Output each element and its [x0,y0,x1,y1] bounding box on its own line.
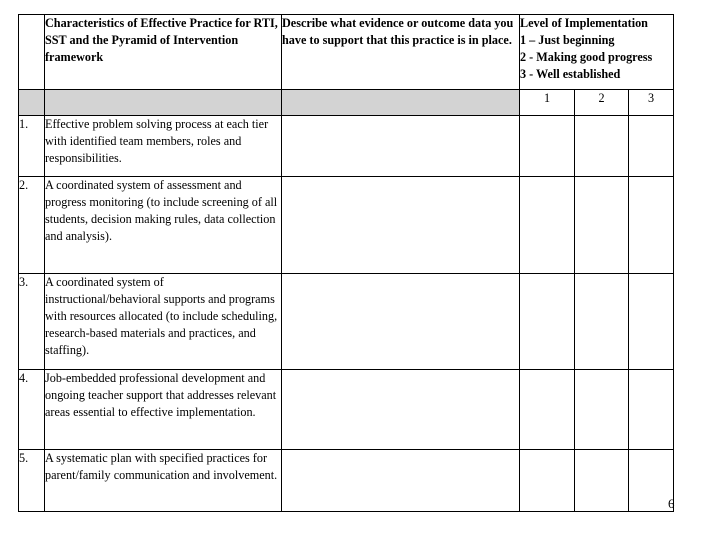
level-column-header [520,15,674,90]
table-row [19,177,674,274]
implementation-table [18,14,674,512]
table-row [19,370,674,450]
rating-2-cell[interactable] [575,274,629,370]
rating-2-cell[interactable] [575,116,629,177]
rating-1-cell[interactable] [520,116,575,177]
header-row [19,15,674,90]
table-row [19,116,674,177]
table-row [19,274,674,370]
subheader-row [19,90,674,116]
row-number: 4. [19,370,45,450]
practice-text: A systematic plan with specified practices for parent/family communication and involvement. [45,450,282,512]
rating-3-cell[interactable] [629,450,674,512]
table-row [19,450,674,512]
shaded-cell [45,90,282,116]
rating-2-header: 2 [575,90,629,116]
level-title: Level of Implementation [520,16,648,30]
page-number: 6 [668,496,675,511]
practice-text: Effective problem solving process at each tier with identified team members, roles and responsibilities. [45,116,282,177]
rating-2-cell[interactable] [575,177,629,274]
rating-1-cell[interactable] [520,370,575,450]
evidence-cell[interactable] [282,274,520,370]
practice-text: A coordinated system of assessment and progress monitoring (to include screening of all students, decision making rules, data collection and analysis). [45,177,282,274]
rating-2-cell[interactable] [575,370,629,450]
rating-3-cell[interactable] [629,370,674,450]
evidence-cell[interactable] [282,450,520,512]
row-number: 5. [19,450,45,512]
rating-3-header: 3 [629,90,674,116]
level-2-legend: 2 - Making good progress [520,50,653,64]
evidence-cell[interactable] [282,177,520,274]
shaded-cell [282,90,520,116]
level-3-legend: 3 - Well established [520,67,621,81]
shaded-cell [19,90,45,116]
rating-2-cell[interactable] [575,450,629,512]
rating-1-header: 1 [520,90,575,116]
rating-1-cell[interactable] [520,177,575,274]
level-1-legend: 1 – Just beginning [520,33,615,47]
rating-1-cell[interactable] [520,274,575,370]
practice-text: Job-embedded professional development and ongoing teacher support that addresses relevant areas essential to effective implementation. [45,370,282,450]
rating-3-cell[interactable] [629,116,674,177]
row-number: 1. [19,116,45,177]
rating-3-cell[interactable] [629,177,674,274]
rating-3-cell[interactable] [629,274,674,370]
header-number-cell [19,15,45,90]
evidence-cell[interactable] [282,116,520,177]
row-number: 3. [19,274,45,370]
evidence-column-header: Describe what evidence or outcome data you have to support that this practice is in place. [282,15,520,90]
row-number: 2. [19,177,45,274]
practice-text: A coordinated system of instructional/behavioral supports and programs with resources allocated (to include scheduling, research-based materials and practices, and staffing). [45,274,282,370]
rating-1-cell[interactable] [520,450,575,512]
evidence-cell[interactable] [282,370,520,450]
practice-column-header: Characteristics of Effective Practice for RTI, SST and the Pyramid of Intervention framework [45,15,282,90]
